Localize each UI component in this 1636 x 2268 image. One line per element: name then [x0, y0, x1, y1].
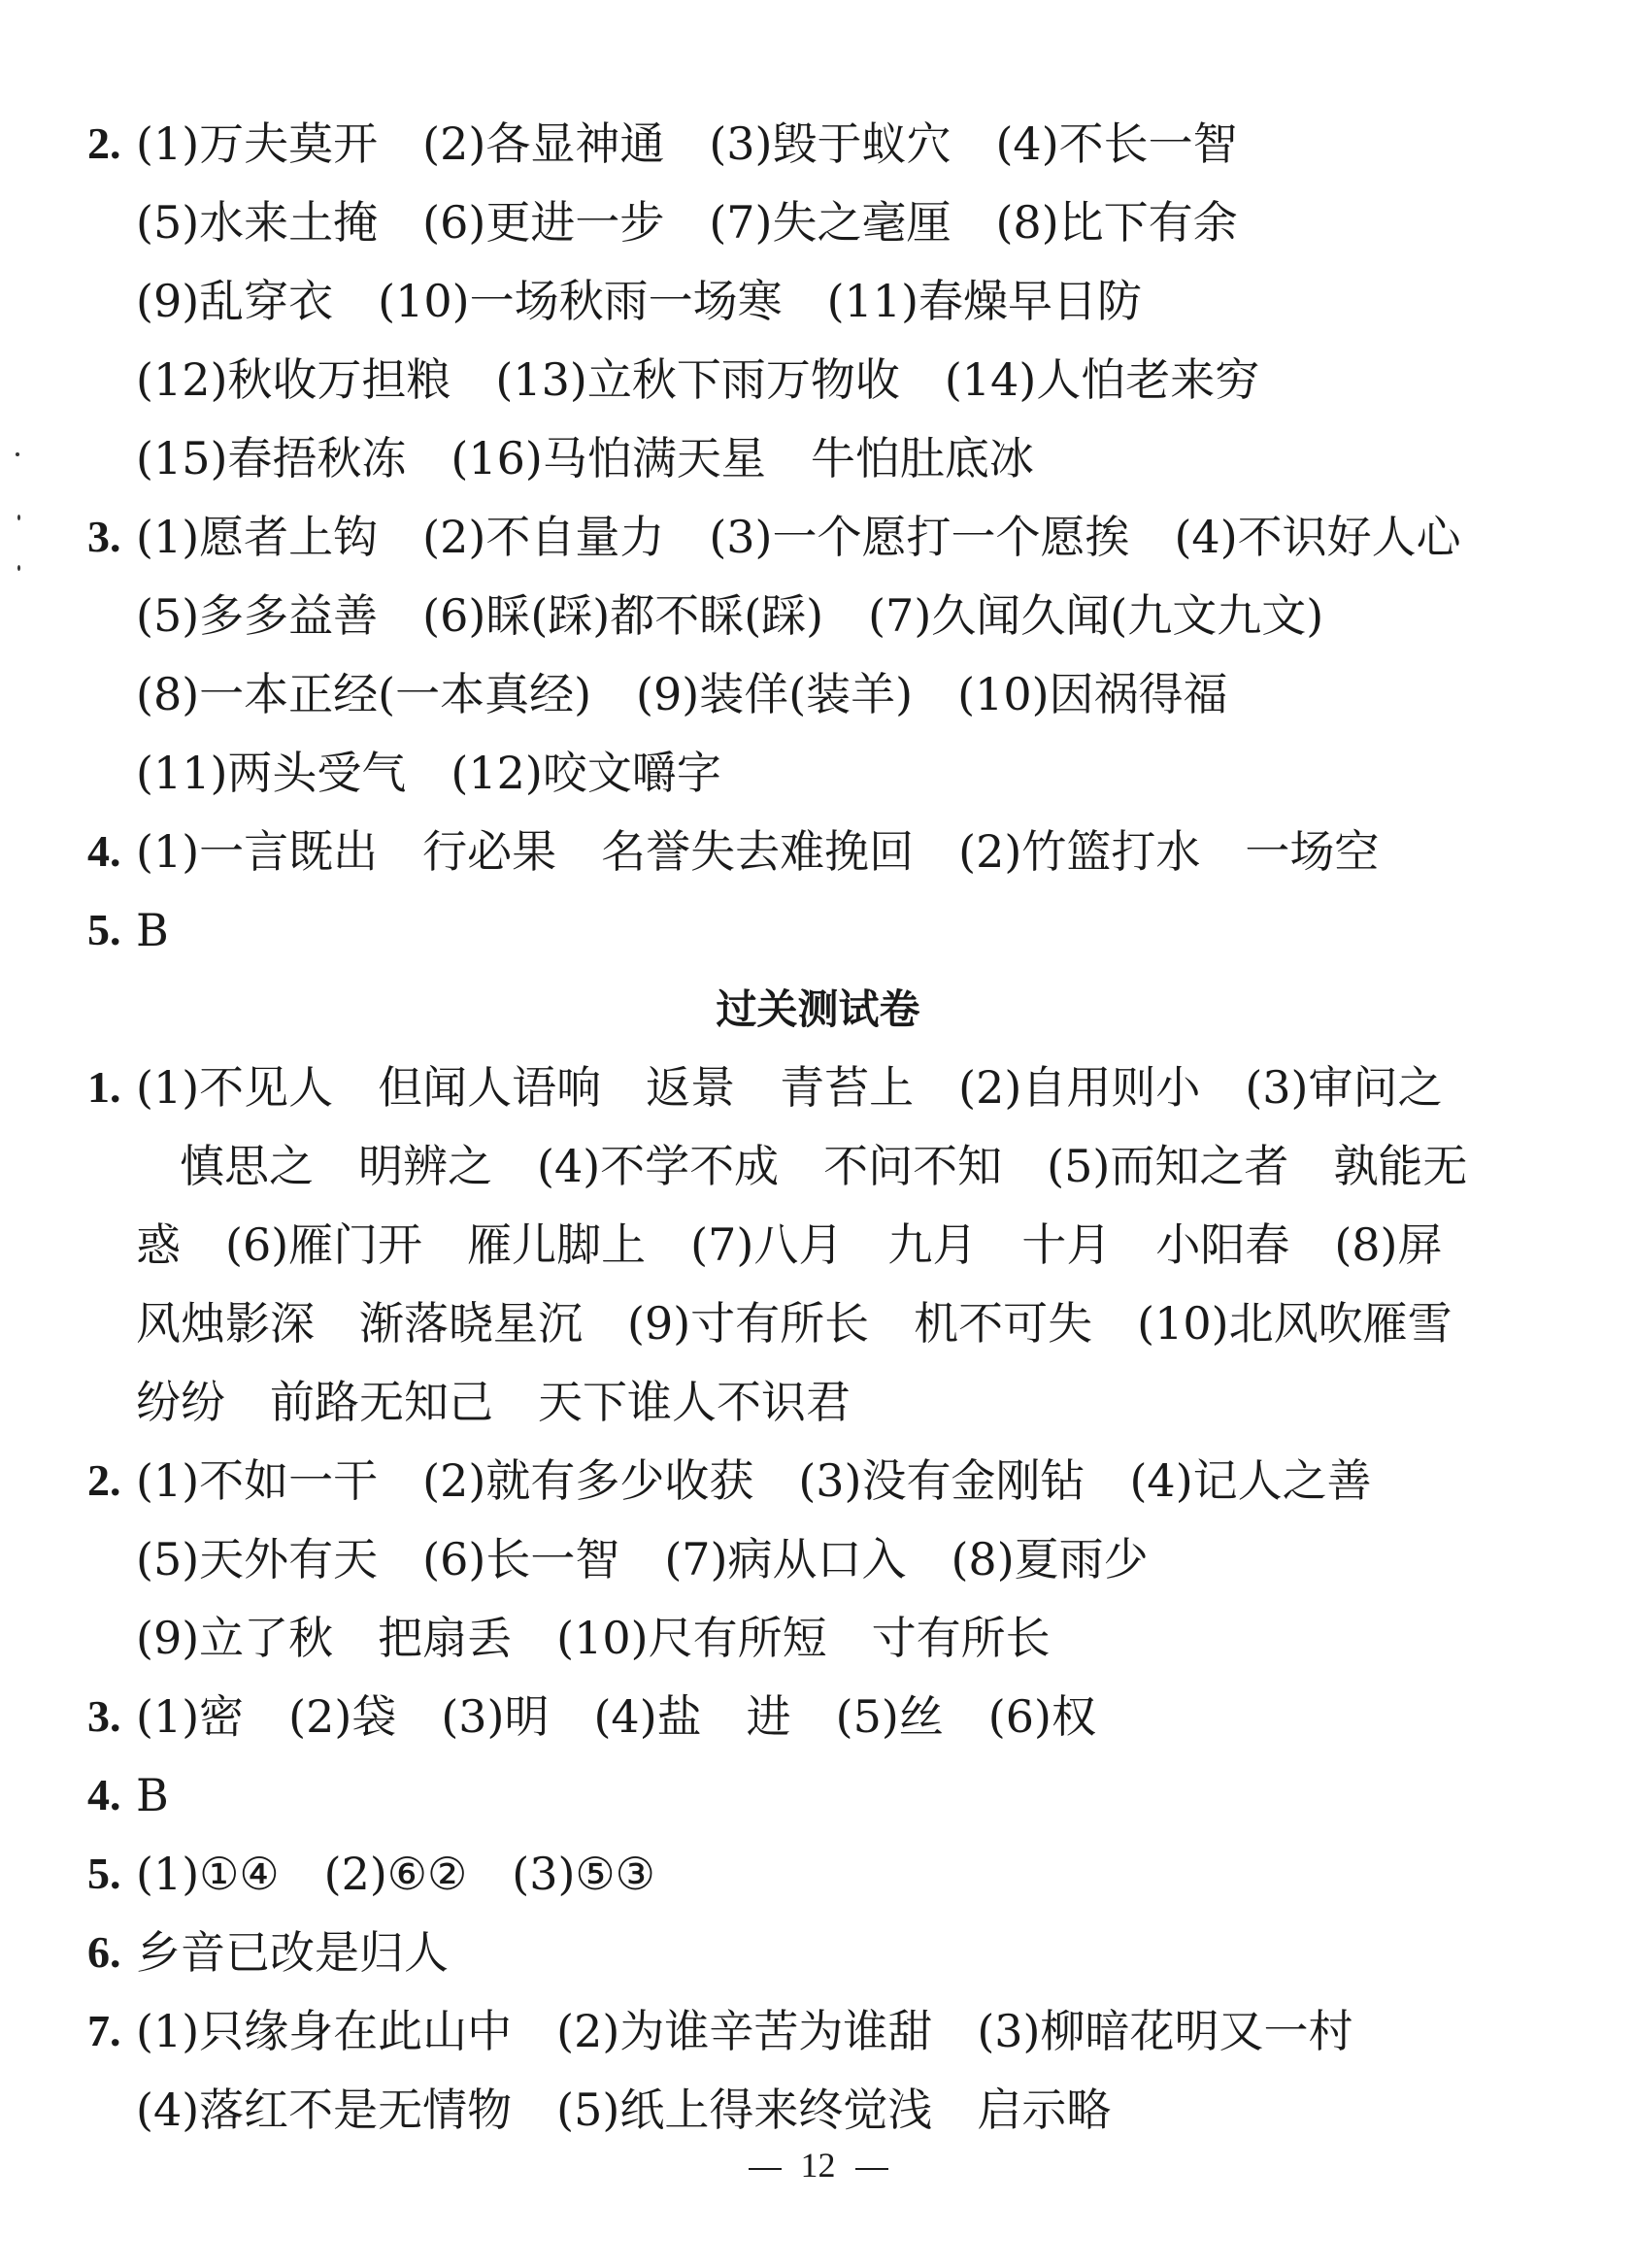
footer-dash-left	[749, 2168, 782, 2170]
answer-line: B	[136, 904, 169, 956]
answer-line: (12)秋收万担粮 (13)立秋下雨万物收 (14)人怕老来穷	[136, 353, 1260, 406]
question-number: 4.	[87, 826, 121, 876]
question-number: 1.	[87, 1062, 121, 1112]
answer-line: (5)多多益善 (6)睬(踩)都不睬(踩) (7)久闻久闻(九文九文)	[136, 589, 1324, 642]
answer-line: (1)万夫莫开 (2)各显神通 (3)毁于蚁穴 (4)不长一智	[136, 117, 1238, 170]
footer-dash-right	[855, 2168, 888, 2170]
answer-line: (15)春捂秋冻 (16)马怕满天星 牛怕肚底冰	[136, 432, 1034, 484]
question-number: 3.	[87, 512, 121, 561]
answer-line: 乡音已改是归人	[136, 1926, 449, 1979]
answer-line: (4)落红不是无情物 (5)纸上得来终觉浅 启示略	[136, 2084, 1112, 2136]
answer-line: 惑 (6)雁门开 雁儿脚上 (7)八月 九月 十月 小阳春 (8)屏	[136, 1218, 1443, 1271]
answer-line: 慎思之 明辨之 (4)不学不成 不问不知 (5)而知之者 孰能无	[180, 1140, 1468, 1192]
answer-line: (8)一本正经(一本真经) (9)装佯(装羊) (10)因祸得福	[136, 668, 1228, 720]
answer-line: (1)愿者上钩 (2)不自量力 (3)一个愿打一个愿挨 (4)不识好人心	[136, 511, 1461, 563]
question-number: 3.	[87, 1691, 121, 1741]
answer-line: 纷纷 前路无知己 天下谁人不识君	[136, 1376, 851, 1428]
question-number: 2.	[87, 118, 121, 168]
answer-line: (9)立了秋 把扇丢 (10)尺有所短 寸有所长	[136, 1612, 1051, 1664]
question-number: 5.	[87, 1849, 121, 1898]
answer-line: 风烛影深 渐落晓星沉 (9)寸有所长 机不可失 (10)北风吹雁雪	[136, 1297, 1452, 1350]
question-number: 7.	[87, 2006, 121, 2055]
answer-line: B	[136, 1769, 169, 1821]
question-number: 5.	[87, 905, 121, 954]
answer-line: (5)水来土掩 (6)更进一步 (7)失之毫厘 (8)比下有余	[136, 196, 1238, 249]
answer-line: (1)密 (2)袋 (3)明 (4)盐 进 (5)丝 (6)权	[136, 1690, 1096, 1743]
answer-line: (1)一言既出 行必果 名誉失去难挽回 (2)竹篮打水 一场空	[136, 825, 1380, 878]
answer-line: (1)不如一干 (2)就有多少收获 (3)没有金刚钻 (4)记人之善	[136, 1454, 1372, 1507]
question-number: 4.	[87, 1770, 121, 1819]
page-number: 12	[800, 2146, 836, 2185]
answer-line: (1)只缘身在此山中 (2)为谁辛苦为谁甜 (3)柳暗花明又一村	[136, 2005, 1353, 2057]
margin-mark	[16, 452, 19, 456]
page-footer	[0, 2136, 1636, 2194]
margin-mark	[17, 565, 20, 571]
margin-mark	[17, 515, 20, 520]
answer-line: (9)乱穿衣 (10)一场秋雨一场寒 (11)春燥早日防	[136, 275, 1143, 327]
answer-line: (1)①④ (2)⑥② (3)⑤③	[136, 1848, 655, 1900]
question-number: 6.	[87, 1927, 121, 1977]
section-heading: 过关测试卷	[716, 985, 920, 1033]
question-number: 2.	[87, 1455, 121, 1505]
answer-line: (5)天外有天 (6)长一智 (7)病从口入 (8)夏雨少	[136, 1533, 1149, 1585]
answer-line: (1)不见人 但闻人语响 返景 青苔上 (2)自用则小 (3)审问之	[136, 1061, 1443, 1114]
answer-line: (11)两头受气 (12)咬文嚼字	[136, 747, 721, 799]
